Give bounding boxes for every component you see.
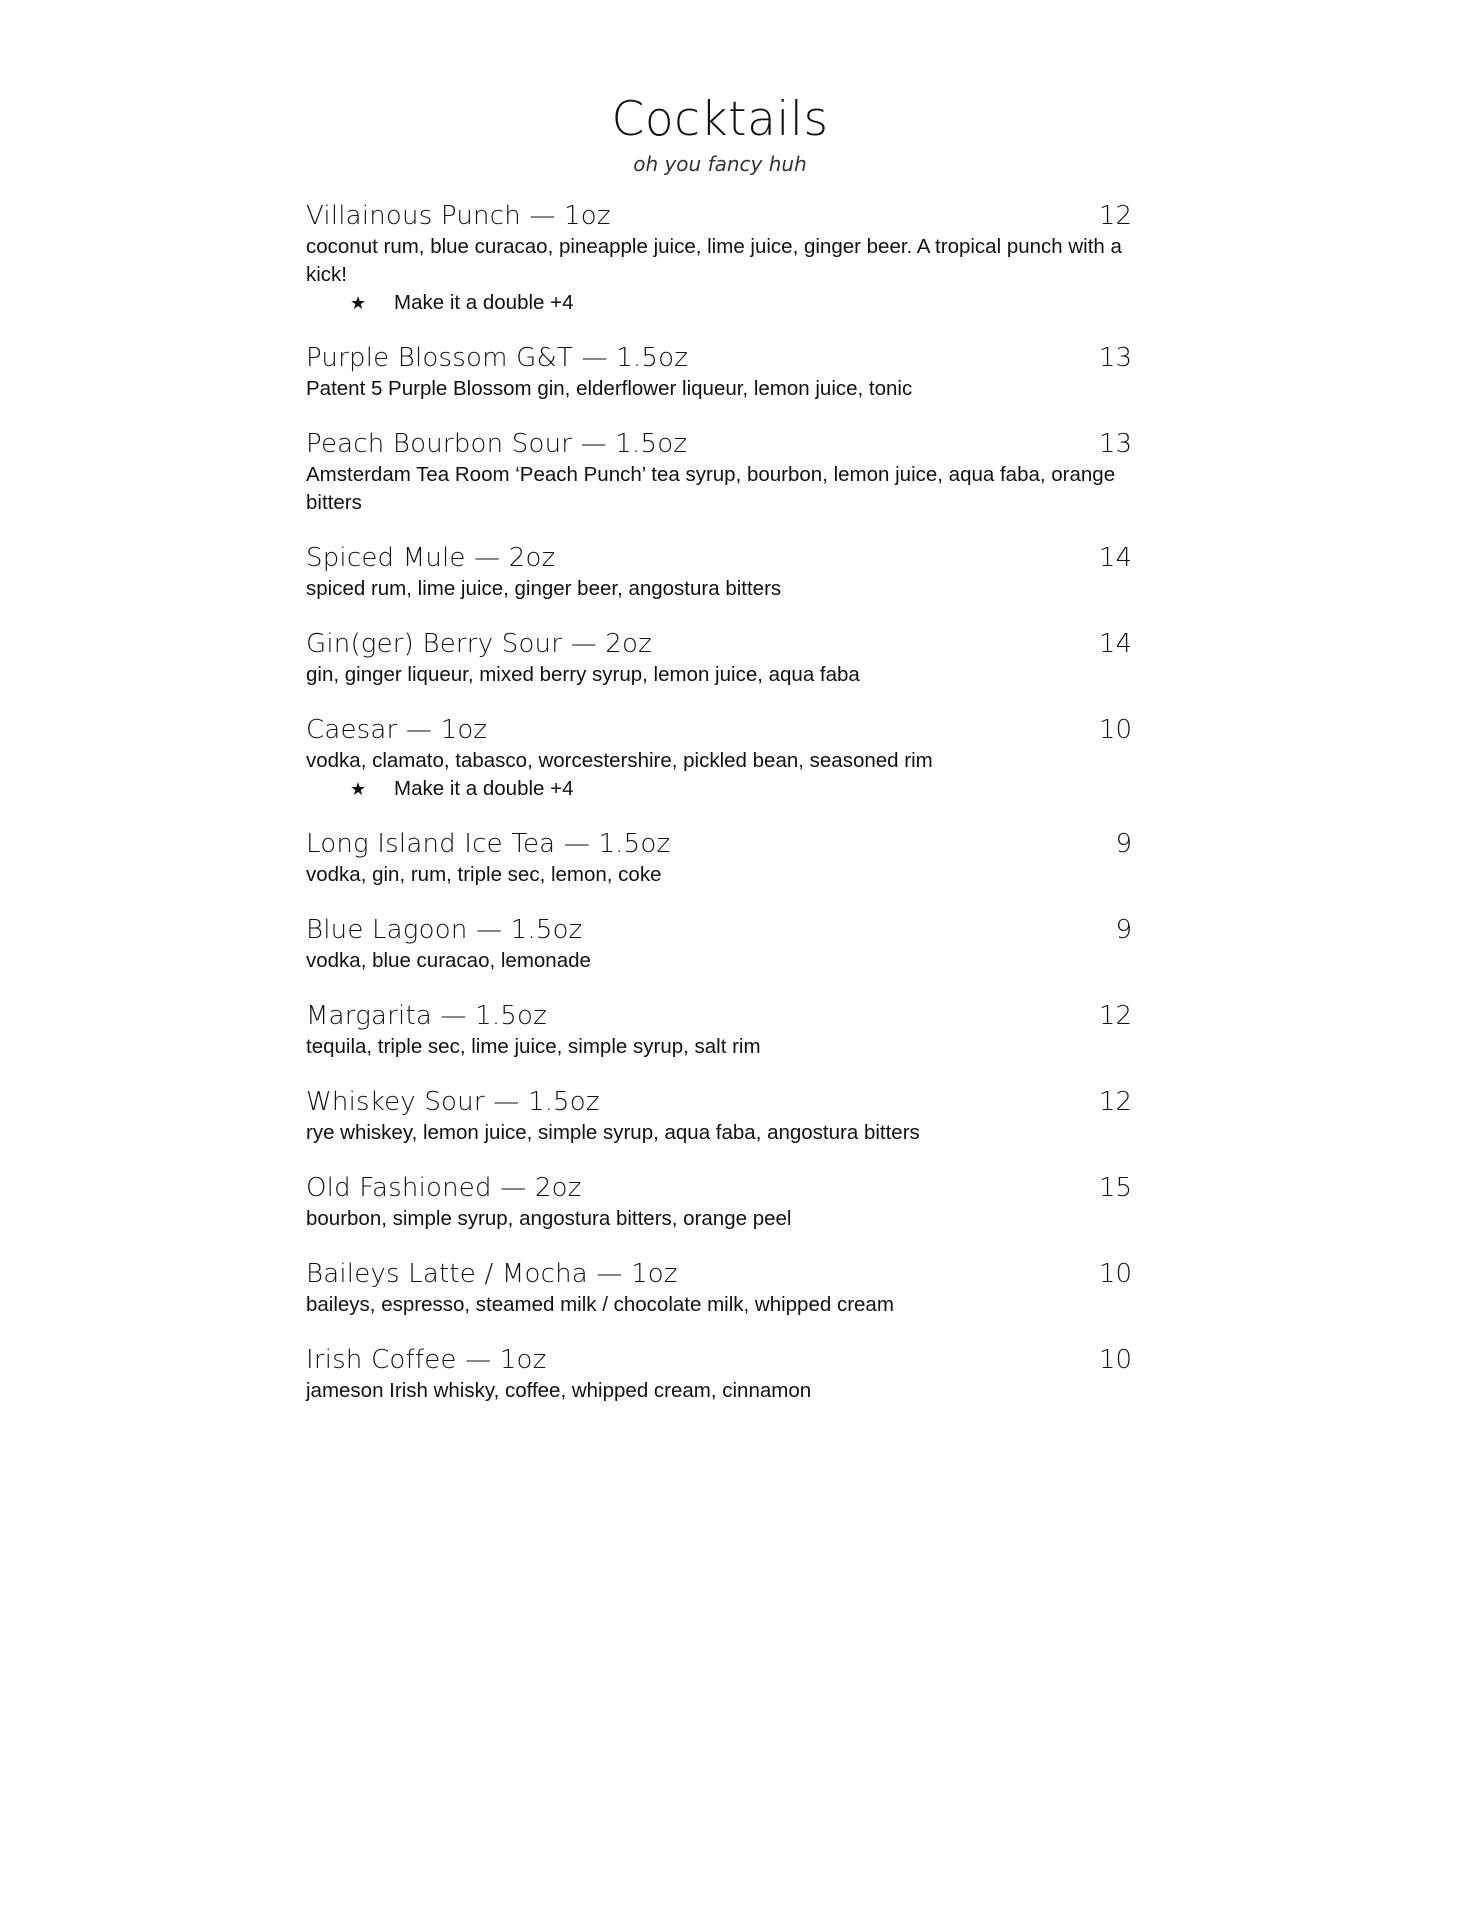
menu-item bbox=[306, 339, 1132, 403]
menu-item-price: 12 bbox=[1098, 1001, 1132, 1031]
menu-item bbox=[306, 197, 1132, 317]
menu-item bbox=[306, 1341, 1132, 1405]
menu-item bbox=[306, 825, 1132, 889]
menu-item-name: Old Fashioned — 2oz bbox=[306, 1173, 582, 1203]
menu-item-description: coconut rum, blue curacao, pineapple juice, lime juice, ginger beer. A tropical punch with a kick! bbox=[306, 235, 1122, 286]
menu-item-price: 14 bbox=[1098, 543, 1132, 573]
cocktail-list bbox=[306, 197, 1132, 1427]
menu-item-description: Amsterdam Tea Room ‘Peach Punch’ tea syrup, bourbon, lemon juice, aqua faba, orange bitters bbox=[306, 463, 1116, 514]
menu-item-price: 10 bbox=[1098, 1345, 1132, 1375]
menu-item-description: vodka, blue curacao, lemonade bbox=[306, 949, 591, 972]
menu-item-header bbox=[306, 539, 1132, 577]
menu-item-header bbox=[306, 1169, 1132, 1207]
menu-item bbox=[306, 625, 1132, 689]
menu-item-description: jameson Irish whisky, coffee, whipped cream, cinnamon bbox=[306, 1379, 812, 1402]
menu-item-header bbox=[306, 425, 1132, 463]
menu-item-description: vodka, gin, rum, triple sec, lemon, coke bbox=[306, 863, 662, 886]
menu-item-description: spiced rum, lime juice, ginger beer, angostura bitters bbox=[306, 577, 782, 600]
menu-item bbox=[306, 1169, 1132, 1233]
menu-item-name: Margarita — 1.5oz bbox=[306, 1001, 548, 1031]
menu-item-header bbox=[306, 1341, 1132, 1379]
menu-item-price: 10 bbox=[1098, 1259, 1132, 1289]
menu-item-price: 9 bbox=[1115, 829, 1132, 859]
menu-item bbox=[306, 425, 1132, 517]
menu-item-name: Irish Coffee — 1oz bbox=[306, 1345, 547, 1375]
menu-item-name: Spiced Mule — 2oz bbox=[306, 543, 556, 573]
menu-item-name: Purple Blossom G&T — 1.5oz bbox=[306, 343, 689, 373]
menu-item-name: Peach Bourbon Sour — 1.5oz bbox=[306, 429, 688, 459]
menu-item-header bbox=[306, 711, 1132, 749]
menu-item bbox=[306, 711, 1132, 803]
star-icon: ★ bbox=[350, 293, 367, 313]
menu-item bbox=[306, 539, 1132, 603]
menu-item-note bbox=[306, 775, 1132, 803]
menu-item-note bbox=[306, 289, 1132, 317]
menu-item-name: Blue Lagoon — 1.5oz bbox=[306, 915, 583, 945]
menu-item-price: 12 bbox=[1098, 1087, 1132, 1117]
menu-item-price: 14 bbox=[1098, 629, 1132, 659]
menu-item-description: vodka, clamato, tabasco, worcestershire, pickled bean, seasoned rim bbox=[306, 749, 933, 772]
menu-item-header bbox=[306, 339, 1132, 377]
menu-item-price: 12 bbox=[1098, 201, 1132, 231]
menu-item-price: 15 bbox=[1098, 1173, 1132, 1203]
menu-item-price: 9 bbox=[1115, 915, 1132, 945]
menu-item-name: Caesar — 1oz bbox=[306, 715, 488, 745]
star-icon: ★ bbox=[350, 779, 367, 799]
menu-item-description: gin, ginger liqueur, mixed berry syrup, lemon juice, aqua faba bbox=[306, 663, 860, 686]
menu-item bbox=[306, 1255, 1132, 1319]
menu-item-description: rye whiskey, lemon juice, simple syrup, aqua faba, angostura bitters bbox=[306, 1121, 920, 1144]
menu-item-description: tequila, triple sec, lime juice, simple syrup, salt rim bbox=[306, 1035, 761, 1058]
menu-item-price: 10 bbox=[1098, 715, 1132, 745]
menu-item bbox=[306, 1083, 1132, 1147]
menu-item-header bbox=[306, 625, 1132, 663]
menu-item-header bbox=[306, 1255, 1132, 1293]
menu-item-name: Villainous Punch — 1oz bbox=[306, 201, 611, 231]
menu-item-description: Patent 5 Purple Blossom gin, elderflower liqueur, lemon juice, tonic bbox=[306, 377, 913, 400]
menu-item-description: baileys, espresso, steamed milk / chocolate milk, whipped cream bbox=[306, 1293, 894, 1316]
menu-item-note-text: Make it a double +4 bbox=[394, 291, 574, 314]
menu-item-name: Gin(ger) Berry Sour — 2oz bbox=[306, 629, 652, 659]
page-title: Cocktails bbox=[611, 92, 829, 147]
menu-item-header bbox=[306, 1083, 1132, 1121]
menu-item bbox=[306, 997, 1132, 1061]
menu-item-header bbox=[306, 825, 1132, 863]
menu-item bbox=[306, 911, 1132, 975]
menu-item-name: Baileys Latte / Mocha — 1oz bbox=[306, 1259, 678, 1289]
menu-header bbox=[0, 90, 1440, 178]
menu-item-price: 13 bbox=[1098, 343, 1132, 373]
menu-item-name: Whiskey Sour — 1.5oz bbox=[306, 1087, 600, 1117]
page-subtitle: oh you fancy huh bbox=[633, 152, 807, 176]
menu-item-price: 13 bbox=[1098, 429, 1132, 459]
menu-item-description: bourbon, simple syrup, angostura bitters, orange peel bbox=[306, 1207, 792, 1230]
menu-item-note-text: Make it a double +4 bbox=[394, 777, 574, 800]
menu-item-header bbox=[306, 197, 1132, 235]
menu-item-header bbox=[306, 997, 1132, 1035]
menu-item-header bbox=[306, 911, 1132, 949]
menu-item-name: Long Island Ice Tea — 1.5oz bbox=[306, 829, 671, 859]
